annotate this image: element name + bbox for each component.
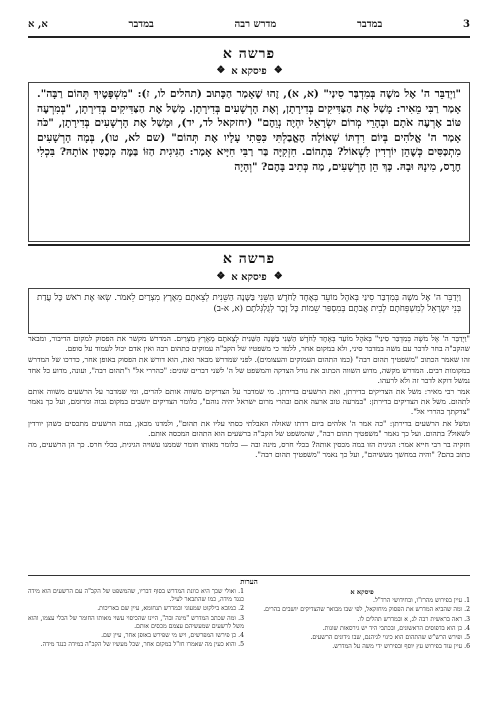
page-number: 3: [462, 18, 470, 30]
footnote: 6. עיין עוד בפירוש עץ יוסף ובפירוש ידי משה על המדרש.: [332, 643, 470, 651]
main-text-box: [28, 82, 470, 242]
ornament-icon: ❖: [273, 65, 283, 76]
commentary-paragraph: אמר רבי מאיר: משל את הצדיקים בדירתן, ואת הרשעים בדירתן. מי שמדבר על הצדיקים משווה אותם להרים, ומי שמדבר על הרשעים משווה אותם לתהום. משל את הצדיקים בדירתן: "במרעה טוב ארעה אתם ובהרי מרום ישראל יהיה נוהם", כלומר הצדיקים יושבים במקום גבוה ומרומם, ועל כך נאמר "צדקתך כהררי אל".: [28, 387, 470, 417]
footnote: 3. ומה שכתב המדרש "מינה ובה", היינו שהכיסוי עשוי מאותו החומר של הכלי עצמו, והוא משל לרשעים שמעשיהם עצמם מכסים אותם.: [28, 614, 244, 630]
commentary-paragraph: "וַיְדַבֵּר ה' אֶל משֶׁה בְּמִדְבַּר סִינַי" בְּאֹהֶל מוֹעֵד בְּאֶחָד לַחֹדֶשׁ הַשֵּׁנִי בַּשָּׁנָה הַשֵּׁנִית לְצֵאתָם מֵאֶרֶץ מִצְרַיִם. המדרש מקשר את הפסוק למקום הדיבור, ומבאר שהקב"ה בחר לדבר עם משה במדבר סיני, ולא במקום אחר, ללמד כי משפטיו של הקב"ה עמוקים כתהום רבה ואין אדם יכול לעמוד על סופם.: [28, 334, 470, 354]
ornament-icon: ❖: [273, 271, 283, 282]
footnote: 2. ומה שהביא המדרש את הפסוק מיחזקאל, לפי שבו מבואר שהצדיקים יושבים בהרים.: [263, 606, 470, 614]
footnote: 4. כן הוא בדפוסים הראשונים, ובכתבי היד יש גירסאות שונות.: [322, 624, 470, 632]
header-center-title: מדרש רבה: [234, 18, 277, 30]
piska-title-1: פיסקא א: [231, 65, 267, 77]
piska-title-2: פיסקא א: [231, 271, 267, 283]
header-left-title: במדבר: [128, 18, 154, 30]
notes-divider: [28, 575, 470, 576]
footnotes-left-column: [28, 588, 244, 700]
footnote: 5. ופירש הרש"ש שהתהום הוא כינוי לגיהנם, שבו נידונים הרשעים.: [310, 634, 470, 642]
footnotes: [28, 588, 470, 700]
commentary-paragraph: ומשל את הרשעים בדירתן: "כה אמר ה' אלהים ביום רדתו שאולה האבלתי כסתי עליו את תהום", ולמדנו מכאן, במה הרשעים מתכסים כשהן יורדין לשאול? בתהום. ועל כך נאמר "משפטיך תהום רבה", שהמשפט של הקב"ה ברשעים הוא התהום המכסה אותם.: [28, 418, 470, 438]
footnote: 4. כן פירשו המפרשים, ויש מי שפירש באופן אחר, עיין שם.: [101, 632, 244, 640]
notes-title: הערות: [240, 577, 258, 586]
footnote: 2. כמובא בילקוט שמעוני ובמדרש תנחומא, עיין שם באריכות.: [97, 605, 244, 613]
ornament-icon: ❖: [216, 271, 226, 282]
commentary-paragraph: חזקיה בר רבי חייא אמר: הגיגית הזו במה מכסין אותה? בכלי חרס, מינה ובה — כלומר מאותו חומר שממנו עשויה הגיגית, בכלי חרס. כך הן הרשעים, מה כתוב בהם? "והיה במחשך מעשיהם", ועל כך נאמר "משפטיך תהום רבה".: [28, 440, 470, 460]
footnotes-piska-label: פיסקא א: [350, 588, 374, 596]
ornament-icon: ❖: [216, 65, 226, 76]
footnote: 1. עיין בפירוש מהרז"ו, ובחידושי הרד"ל.: [373, 597, 470, 605]
verse-text: וַיְדַבֵּר ה' אֶל משֶׁה בְּמִדְבַּר סִינַי בְּאֹהֶל מוֹעֵד בְּאֶחָד לַחֹדֶשׁ הַשֵּׁנִי בַּשָּׁנָה הַשֵּׁנִית לְצֵאתָם מֵאֶרֶץ מִצְרַיִם לֵאמֹר. שְׂאוּ אֶת רֹאשׁ כָּל עֲדַת בְּנֵי יִשְׂרָאֵל לְמִשְׁפְּחֹתָם לְבֵית אֲבֹתָם בְּמִסְפַּר שֵׁמוֹת כָּל זָכָר לְגֻלְגְּלֹתָם (א, א-ב): [37, 293, 461, 314]
commentary-body: [28, 334, 470, 572]
parasha-title-1: פרשה א: [222, 45, 276, 62]
main-midrash-text: "וַיְדַבֵּר ה' אֶל משֶׁה בְּמִדְבַּר סִינַי" (א, א), זֶהוּ שֶׁאָמַר הַכָּתוּב (תהלים לו, ז): "מִשְׁפָּטֶיךָ תְּהוֹם רַבָּה". אָמַר רַבִּי מֵאִיר: מָשַׁל אֶת הַצַּדִּיקִים בְּדִירָתָן, וְאֶת הָרְשָׁעִים בְּדִירָתָן. מָשַׁל אֶת הַצַּדִּיקִים בְּדִירָתָן, "בְּמִרְעֶה טּוֹב אֶרְעֶה אֹתָם וּבְהָרֵי מְרוֹם יִשְׂרָאֵל יִהְיֶה נְוֵהֶם" (יחזקאל לד, יד), וּמָשַׁל אֶת הָרְשָׁעִים בְּדִירָתָן, "כֹּה אָמַר ה' אֱלֹהִים בְּיוֹם רִדְתּוֹ שְׁאוֹלָה הֶאֱבַלְתִּי כִּסֵּתִי עָלָיו אֶת תְּהוֹם" (שם לא, טו), בְּמָה הָרְשָׁעִים מִתְכַּסִּים כְּשֶׁהֵן יוֹרְדִין לִשְׁאוֹל? בִּתְהוֹם. חִזְקִיָּה בַּר רַבִּי חִיָּיא אָמַר: הַגִּיגִית הַזּוֹ בַּמֶּה מְכַסִּין אוֹתָהּ? בִּכְלִי חֶרֶס, מִינָהּ וּבָהּ. כָּךְ הֵן הָרְשָׁעִים, מַה כְּתִיב בָּהֶם? "וְהָיָה: [37, 88, 461, 173]
verse-box: [28, 288, 470, 334]
piska-heading-1: [28, 64, 470, 78]
commentary-paragraph: זהו שאמר הכתוב "משפטיך תהום רבה" (כמו התהום העמוקים והעצומים). לפני שמדרש מבאר זאת, הוא דורש את הפסוק באופן אחר, כדרכו של המדרש במקומות רבים. המדרש מקשה, מדוע השווה הכתוב את גודל הצדקה והמשפט של ה' לשני דברים שונים: "כהררי אל" ו"תהום רבה", ועונה, מדוע כל אחד נמשל דוקא לדבר זה ולא לרעהו.: [28, 355, 470, 385]
header-right-title: במדבר: [356, 18, 383, 30]
footnote: 1. ואולי שכך היא כוונת המדרש בסוף דבריו, שהמשפט של הקב"ה עם הרשעים הוא מידה כנגד מידה, כמו שהתבאר לעיל.: [28, 588, 244, 604]
footnote: 3. ראה בראשית רבה לג, א ובמדרש תהלים לו.: [357, 615, 470, 623]
footnotes-right-column: [254, 588, 470, 700]
section-divider: [28, 244, 470, 246]
parasha-title-2: פרשה א: [222, 250, 276, 267]
header-rule: [28, 36, 470, 38]
header-left-ref: א, א: [28, 18, 48, 30]
piska-heading-2: [28, 270, 470, 284]
footnote: 5. והוא כעין מה שאמרו חז"ל במקום אחר, שכל מעשיו של הקב"ה במידה כנגד מידה.: [40, 641, 244, 649]
running-header: [28, 16, 470, 32]
